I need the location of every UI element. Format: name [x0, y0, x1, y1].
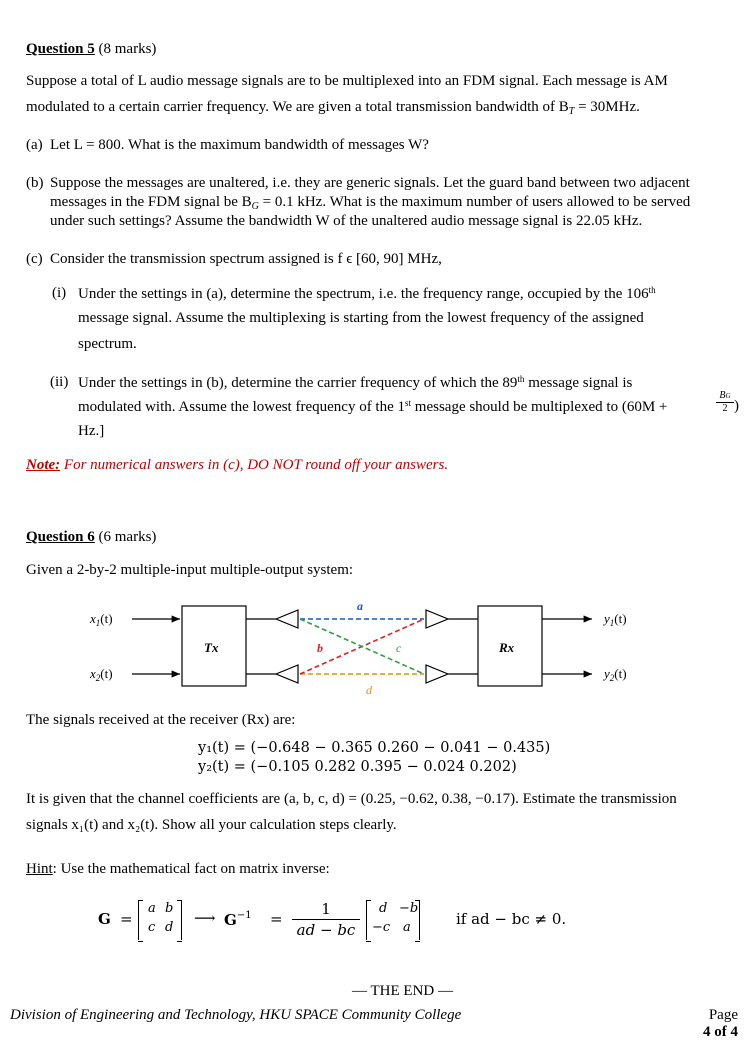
- rx-antenna-1: [426, 610, 448, 628]
- q5-intro-text: modulated to a certain carrier frequency. We are given a total transmission bandwidth of B: [26, 99, 569, 115]
- formula-condition: if ad − bc ≠ 0.: [456, 910, 567, 928]
- g-m21: c: [148, 920, 156, 935]
- q6-coeff-line1: It is given that the channel coefficients are (a, b, c, d) = (0.25, −0.62, 0.38, −0.17). Estimate the transmission: [26, 791, 677, 807]
- q5cii-line2a: modulated with. Assume the lowest frequency of the 1: [78, 399, 406, 415]
- q6-y1-equation: y₁(t) = (−0.648 − 0.365 0.260 − 0.041 − 0.435): [198, 740, 551, 756]
- q5cii-line1a: Under the settings in (b), determine the carrier frequency of which the 89: [78, 375, 518, 391]
- ginv-n11: d: [379, 901, 388, 916]
- g-m22: d: [165, 920, 174, 935]
- g-m11: a: [148, 901, 156, 916]
- footer-college: Division of Engineering and Technology, HKU SPACE Community College: [10, 1007, 462, 1023]
- q5-marks: (8 marks): [94, 41, 157, 57]
- q5b-line2: [50, 194, 690, 212]
- rx-antenna-2: [426, 665, 448, 683]
- q5cii-line1: [78, 374, 632, 392]
- q6-coeff-line2: signals x₁(t) and x₂(t). Show all your calculation steps clearly.: [26, 817, 397, 833]
- q5-note-text: For numerical answers in (c), DO NOT round off your answers.: [60, 457, 449, 473]
- q5-intro-sub: T: [568, 106, 575, 117]
- q6-received: The signals received at the receiver (Rx) are:: [26, 712, 296, 728]
- q6-heading: Question 6: [26, 529, 95, 545]
- formula-ginv-g: G: [224, 911, 237, 929]
- x1-label: $x_1(t)$: [90, 611, 113, 628]
- footer-page-num: 4 of 4: [703, 1024, 738, 1040]
- q5c-text: Consider the transmission spectrum assigned is f ϵ [60, 90] MHz,: [50, 251, 442, 267]
- formula-fraction: [292, 900, 360, 941]
- matrix-ginv: [366, 900, 420, 940]
- formula-den: ad − bc: [296, 921, 356, 939]
- q6-hint-label: Hint: [26, 861, 53, 877]
- matrix-g: [138, 900, 182, 940]
- ginv-n22: a: [403, 920, 411, 935]
- q5c-label: (c): [26, 251, 43, 267]
- formula-num: 1: [292, 900, 360, 920]
- q5b-line2sub: G: [251, 201, 259, 212]
- q5-heading: Question 5: [26, 41, 95, 57]
- q5cii-frac-num: [716, 390, 734, 403]
- x2-label: $x_2(t)$: [90, 666, 113, 683]
- q5ci-line1: [78, 285, 656, 303]
- q5a-label: (a): [26, 137, 43, 153]
- q5cii-line1sup: th: [517, 374, 525, 384]
- ginv-n21: −c: [372, 920, 391, 935]
- q5cii-line2b: message should be multiplexed to (60M +: [411, 399, 668, 415]
- q5-note-label: Note:: [26, 457, 61, 473]
- q5cii-frac-num-g: G: [725, 392, 731, 400]
- y1-label: $y_1(t)$: [604, 611, 627, 628]
- tx-antenna-2: [276, 665, 298, 683]
- footer-page: [700, 1007, 738, 1041]
- formula-arrow: ⟶: [194, 909, 216, 927]
- q5ci-line1a: Under the settings in (a), determine the spectrum, i.e. the frequency range, occupied by the 106: [78, 286, 649, 302]
- formula-ginv-exp: −1: [236, 910, 252, 921]
- ginv-n12: −b: [399, 901, 419, 916]
- q5cii-fraction: [716, 390, 734, 414]
- channel-a-label: a: [357, 599, 363, 613]
- q6-hint: [26, 861, 330, 878]
- q5-note: [26, 457, 448, 474]
- q5cii-close: ): [734, 398, 739, 414]
- q5ci-line3: spectrum.: [78, 336, 137, 352]
- tx-antenna-1: [276, 610, 298, 628]
- q5-heading-line: [26, 41, 156, 58]
- q5ci-line1sup: th: [648, 285, 656, 295]
- q5cii-frac-den: 2: [722, 403, 728, 414]
- q5b-line2b: = 0.1 kHz. What is the maximum number of users allowed to be served: [258, 194, 691, 210]
- q5ci-label: (i): [52, 285, 67, 301]
- q5cii-frac-num-b: B: [719, 390, 726, 401]
- q5cii-line2: [78, 398, 667, 416]
- g-m12: b: [165, 901, 174, 916]
- q5b-line3: under such settings? Assume the bandwidth W of the unaltered audio message signal is 22.05 kHz.: [50, 213, 643, 229]
- q6-hint-text: : Use the mathematical fact on matrix inverse:: [52, 861, 330, 877]
- formula-g: G: [98, 910, 111, 928]
- q5cii-line2sup: st: [405, 398, 412, 408]
- q6-heading-line: [26, 529, 156, 546]
- tx-label: Tx: [204, 640, 219, 655]
- q5a-text: Let L = 800. What is the maximum bandwidth of messages W?: [50, 137, 429, 153]
- footer-page-label: Page: [708, 1007, 738, 1023]
- q5-intro-line2: [26, 99, 640, 117]
- formula-eq: =: [120, 910, 133, 928]
- y2-label: $y_2(t)$: [604, 666, 627, 683]
- q5-intro-end: = 30MHz.: [574, 99, 640, 115]
- q5b-label: (b): [26, 175, 44, 191]
- q5b-line1: Suppose the messages are unaltered, i.e. they are generic signals. Let the guard band between two adjacent: [50, 175, 690, 191]
- channel-b-label: b: [317, 641, 323, 655]
- channel-c-label: c: [396, 641, 402, 655]
- q5-intro-line1: Suppose a total of L audio message signals are to be multiplexed into an FDM signal. Each message is AM: [26, 73, 668, 89]
- q5b-line2a: messages in the FDM signal be B: [50, 194, 252, 210]
- q6-marks: (6 marks): [94, 529, 157, 545]
- the-end: — THE END —: [352, 983, 453, 999]
- q5cii-line3: Hz.]: [78, 423, 105, 439]
- channel-d-label: d: [366, 683, 372, 697]
- rx-label: Rx: [499, 640, 515, 655]
- formula-eq2: =: [270, 910, 283, 928]
- q6-y2-equation: y₂(t) = (−0.105 0.282 0.395 − 0.024 0.202): [198, 759, 517, 775]
- q5cii-line1b: message signal is: [524, 375, 633, 391]
- mimo-diagram: [0, 590, 756, 700]
- q5ci-line2: message signal. Assume the multiplexing is starting from the lowest frequency of the assigned: [78, 310, 644, 326]
- formula-ginv: [224, 910, 252, 929]
- q6-intro: Given a 2-by-2 multiple-input multiple-output system:: [26, 562, 354, 578]
- q5cii-label: (ii): [50, 374, 69, 390]
